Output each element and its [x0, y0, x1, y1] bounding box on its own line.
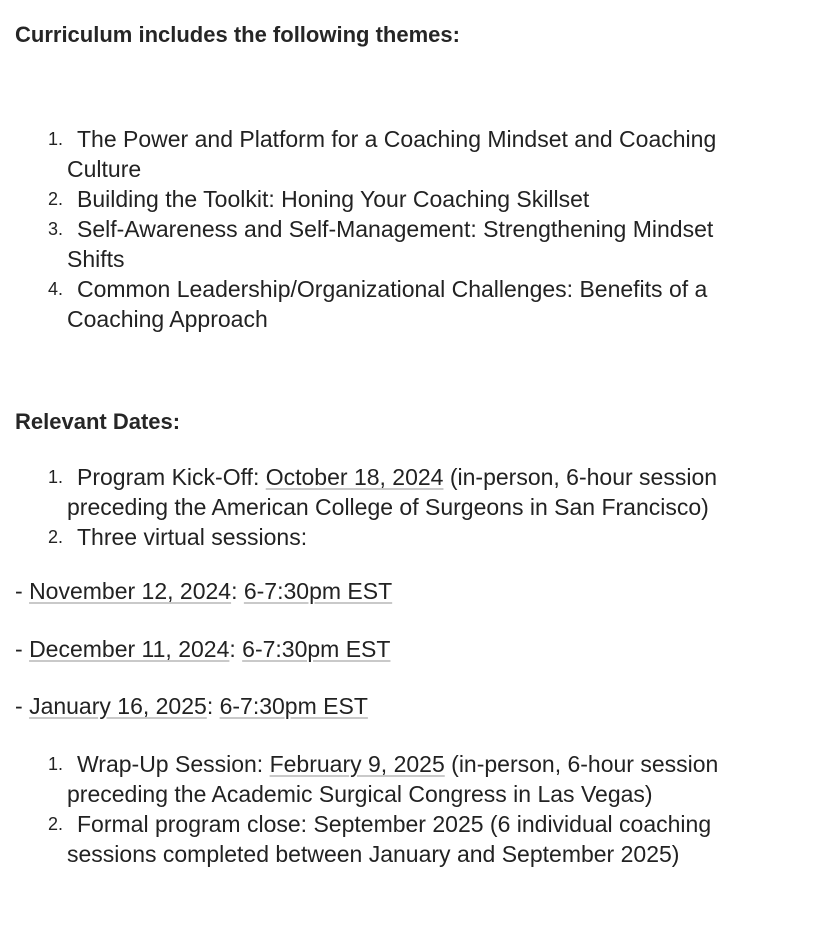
date-link[interactable]: October 18, 2024: [265, 464, 444, 490]
curriculum-list: [0, 124, 800, 334]
date-link[interactable]: January 16, 2025: [29, 693, 207, 719]
list-item: 1. Wrap-Up Session: February 9, 2025 (in-person, 6-hour session preceding the Academic Surgical Congress in Las Vegas): [48, 751, 719, 807]
theme-text-continued: Culture: [67, 156, 142, 182]
dates-list: [0, 462, 800, 552]
curriculum-heading: Curriculum includes the following themes:: [15, 22, 460, 47]
theme-text: Building the Toolkit: Honing Your Coaching Skillset: [77, 186, 590, 212]
list-number: 2.: [48, 814, 64, 834]
list-number: 2.: [48, 189, 64, 209]
list-item: [0, 184, 800, 214]
dates-heading: Relevant Dates:: [15, 409, 181, 434]
list-item: 2. Three virtual sessions:: [48, 524, 308, 550]
session-line: - December 11, 2024: 6-7:30pm EST: [15, 636, 391, 662]
theme-text-continued: Coaching Approach: [67, 306, 268, 332]
time-link[interactable]: 6-7:30pm EST: [243, 578, 393, 604]
list-number: 4.: [48, 279, 64, 299]
list-item: [0, 124, 800, 184]
list-item: 1. Program Kick-Off: October 18, 2024 (in-person, 6-hour session preceding the American College of Surgeons in San Francisco): [48, 464, 718, 520]
list-item: [0, 274, 800, 334]
session-line: - November 12, 2024: 6-7:30pm EST: [15, 578, 393, 604]
list-item: [0, 214, 800, 274]
list-number: 1.: [48, 467, 64, 487]
theme-text-continued: Shifts: [67, 246, 125, 272]
theme-text: Common Leadership/Organizational Challenges: Benefits of a: [77, 276, 708, 302]
list-number: 1.: [48, 754, 64, 774]
time-link[interactable]: 6-7:30pm EST: [242, 636, 391, 662]
session-line: - January 16, 2025: 6-7:30pm EST: [15, 693, 368, 719]
list-number: 3.: [48, 219, 64, 239]
later-dates-list: [0, 749, 800, 869]
list-number: 2.: [48, 527, 64, 547]
date-link[interactable]: December 11, 2024: [29, 636, 230, 662]
date-link[interactable]: November 12, 2024: [29, 578, 232, 604]
theme-text: Self-Awareness and Self-Management: Strengthening Mindset: [77, 216, 714, 242]
date-link[interactable]: February 9, 2025: [269, 751, 445, 777]
list-number: 1.: [48, 129, 64, 149]
list-item: 2. Formal program close: September 2025 (6 individual coaching sessions completed between January and September 2025): [48, 811, 712, 867]
time-link[interactable]: 6-7:30pm EST: [219, 693, 368, 719]
theme-text: The Power and Platform for a Coaching Mindset and Coaching: [77, 126, 717, 152]
